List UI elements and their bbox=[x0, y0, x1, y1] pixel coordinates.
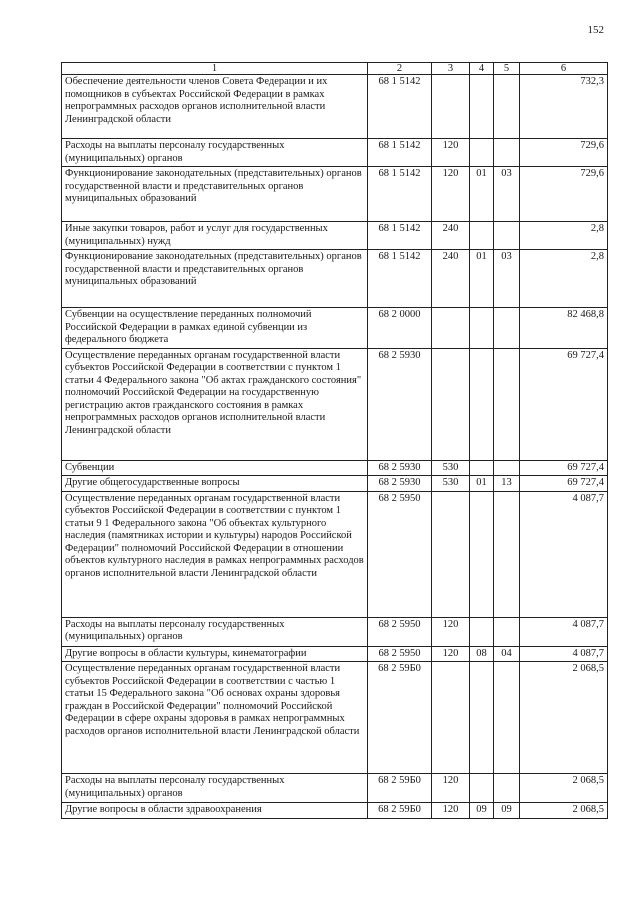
row-target-code: 68 2 5930 bbox=[368, 476, 432, 492]
table-row bbox=[62, 222, 608, 250]
row-name: Субвенции на осуществление переданных полномочий Российской Федерации в рамках единой субвенции из федерального бюджета bbox=[62, 308, 368, 349]
row-subsection bbox=[494, 491, 520, 617]
row-expense-type: 530 bbox=[432, 460, 470, 476]
row-section bbox=[470, 662, 494, 774]
row-section bbox=[470, 222, 494, 250]
row-subsection: 13 bbox=[494, 476, 520, 492]
row-name: Осуществление переданных органам государственной власти субъектов Российской Федерации в соответствии с частью 1 статьи 15 Федерального закона "Об основах охраны здоровья граждан в Российской Федерации" полномочий Российской Федерации в сфере охраны здоровья в рамках непрограммных расходов органов исполнительной власти Ленинградской области bbox=[62, 662, 368, 774]
row-name: Осуществление переданных органам государственной власти субъектов Российской Федерации в соответствии с пунктом 1 статьи 9 1 Федерального закона "Об объектах культурного наследия (памятниках истории и культуры) народов Российской Федерации" полномочий Российской Федерации в отношении объектов культурного наследия в рамках непрограммных расходов органов исполнительной власти Ленинградской области bbox=[62, 491, 368, 617]
table-row bbox=[62, 491, 608, 617]
row-section bbox=[470, 617, 494, 646]
table-row bbox=[62, 460, 608, 476]
row-amount: 2 068,5 bbox=[520, 662, 608, 774]
row-amount: 69 727,4 bbox=[520, 476, 608, 492]
table-row bbox=[62, 476, 608, 492]
row-target-code: 68 1 5142 bbox=[368, 250, 432, 308]
row-section bbox=[470, 774, 494, 803]
table-row bbox=[62, 803, 608, 819]
row-section bbox=[470, 308, 494, 349]
row-target-code: 68 2 5930 bbox=[368, 460, 432, 476]
header-col-6: 6 bbox=[520, 63, 608, 75]
row-target-code: 68 2 5950 bbox=[368, 617, 432, 646]
row-subsection bbox=[494, 460, 520, 476]
row-expense-type: 120 bbox=[432, 803, 470, 819]
budget-table bbox=[61, 62, 608, 819]
table-row bbox=[62, 774, 608, 803]
row-target-code: 68 1 5142 bbox=[368, 75, 432, 139]
row-amount: 2 068,5 bbox=[520, 774, 608, 803]
row-subsection: 04 bbox=[494, 646, 520, 662]
row-amount: 4 087,7 bbox=[520, 617, 608, 646]
row-section bbox=[470, 491, 494, 617]
header-col-3: 3 bbox=[432, 63, 470, 75]
row-section bbox=[470, 75, 494, 139]
row-expense-type: 120 bbox=[432, 646, 470, 662]
table-row bbox=[62, 617, 608, 646]
row-name: Осуществление переданных органам государственной власти субъектов Российской Федерации в соответствии с пунктом 1 статьи 4 Федерального закона "Об актах гражданского состояния" полномочий Российской Федерации на государственную регистрацию актов гражданского состояния в рамках непрограммных расходов органов исполнительной власти Ленинградской области bbox=[62, 348, 368, 460]
row-section: 01 bbox=[470, 250, 494, 308]
row-name: Другие вопросы в области здравоохранения bbox=[62, 803, 368, 819]
row-name: Другие вопросы в области культуры, кинематографии bbox=[62, 646, 368, 662]
row-amount: 729,6 bbox=[520, 139, 608, 167]
row-amount: 2,8 bbox=[520, 250, 608, 308]
row-target-code: 68 1 5142 bbox=[368, 222, 432, 250]
row-subsection bbox=[494, 774, 520, 803]
row-expense-type: 120 bbox=[432, 167, 470, 222]
row-subsection: 03 bbox=[494, 167, 520, 222]
row-target-code: 68 2 59Б0 bbox=[368, 803, 432, 819]
row-section: 01 bbox=[470, 167, 494, 222]
row-section bbox=[470, 460, 494, 476]
row-amount: 4 087,7 bbox=[520, 646, 608, 662]
row-expense-type: 120 bbox=[432, 617, 470, 646]
header-col-2: 2 bbox=[368, 63, 432, 75]
row-name: Расходы на выплаты персоналу государственных (муниципальных) органов bbox=[62, 139, 368, 167]
row-expense-type: 240 bbox=[432, 222, 470, 250]
row-name: Обеспечение деятельности членов Совета Федерации и их помощников в субъектах Российской Федерации в рамках непрограммных расходов органов исполнительной власти Ленинградской области bbox=[62, 75, 368, 139]
row-amount: 729,6 bbox=[520, 167, 608, 222]
row-name: Функционирование законодательных (представительных) органов государственной власти и представительных органов муниципальных образований bbox=[62, 167, 368, 222]
row-expense-type: 120 bbox=[432, 139, 470, 167]
row-subsection: 09 bbox=[494, 803, 520, 819]
row-amount: 69 727,4 bbox=[520, 348, 608, 460]
row-amount: 4 087,7 bbox=[520, 491, 608, 617]
header-col-5: 5 bbox=[494, 63, 520, 75]
row-name: Расходы на выплаты персоналу государственных (муниципальных) органов bbox=[62, 774, 368, 803]
header-row bbox=[62, 63, 608, 75]
row-expense-type bbox=[432, 308, 470, 349]
table-row bbox=[62, 250, 608, 308]
row-target-code: 68 1 5142 bbox=[368, 167, 432, 222]
row-subsection: 03 bbox=[494, 250, 520, 308]
row-target-code: 68 2 59Б0 bbox=[368, 774, 432, 803]
table-row bbox=[62, 139, 608, 167]
row-subsection bbox=[494, 139, 520, 167]
row-target-code: 68 2 5950 bbox=[368, 646, 432, 662]
table-row bbox=[62, 348, 608, 460]
row-expense-type: 530 bbox=[432, 476, 470, 492]
row-name: Другие общегосударственные вопросы bbox=[62, 476, 368, 492]
row-expense-type: 240 bbox=[432, 250, 470, 308]
row-expense-type bbox=[432, 662, 470, 774]
row-expense-type bbox=[432, 75, 470, 139]
row-expense-type: 120 bbox=[432, 774, 470, 803]
row-amount: 82 468,8 bbox=[520, 308, 608, 349]
row-subsection bbox=[494, 348, 520, 460]
row-subsection bbox=[494, 75, 520, 139]
row-section bbox=[470, 348, 494, 460]
row-subsection bbox=[494, 308, 520, 349]
row-amount: 2 068,5 bbox=[520, 803, 608, 819]
header-col-1: 1 bbox=[62, 63, 368, 75]
row-subsection bbox=[494, 617, 520, 646]
row-target-code: 68 2 59Б0 bbox=[368, 662, 432, 774]
table-row bbox=[62, 662, 608, 774]
row-name: Иные закупки товаров, работ и услуг для государственных (муниципальных) нужд bbox=[62, 222, 368, 250]
row-target-code: 68 2 5950 bbox=[368, 491, 432, 617]
row-target-code: 68 2 5930 bbox=[368, 348, 432, 460]
row-subsection bbox=[494, 662, 520, 774]
row-expense-type bbox=[432, 491, 470, 617]
table-row bbox=[62, 308, 608, 349]
table-row bbox=[62, 167, 608, 222]
row-section: 01 bbox=[470, 476, 494, 492]
header-col-4: 4 bbox=[470, 63, 494, 75]
row-expense-type bbox=[432, 348, 470, 460]
row-section: 08 bbox=[470, 646, 494, 662]
row-amount: 732,3 bbox=[520, 75, 608, 139]
table-row bbox=[62, 646, 608, 662]
row-target-code: 68 1 5142 bbox=[368, 139, 432, 167]
row-name: Расходы на выплаты персоналу государственных (муниципальных) органов bbox=[62, 617, 368, 646]
row-amount: 2,8 bbox=[520, 222, 608, 250]
row-name: Функционирование законодательных (представительных) органов государственной власти и представительных органов муниципальных образований bbox=[62, 250, 368, 308]
table-row bbox=[62, 75, 608, 139]
page-number: 152 bbox=[587, 24, 604, 36]
row-subsection bbox=[494, 222, 520, 250]
row-section: 09 bbox=[470, 803, 494, 819]
row-target-code: 68 2 0000 bbox=[368, 308, 432, 349]
row-section bbox=[470, 139, 494, 167]
row-amount: 69 727,4 bbox=[520, 460, 608, 476]
row-name: Субвенции bbox=[62, 460, 368, 476]
